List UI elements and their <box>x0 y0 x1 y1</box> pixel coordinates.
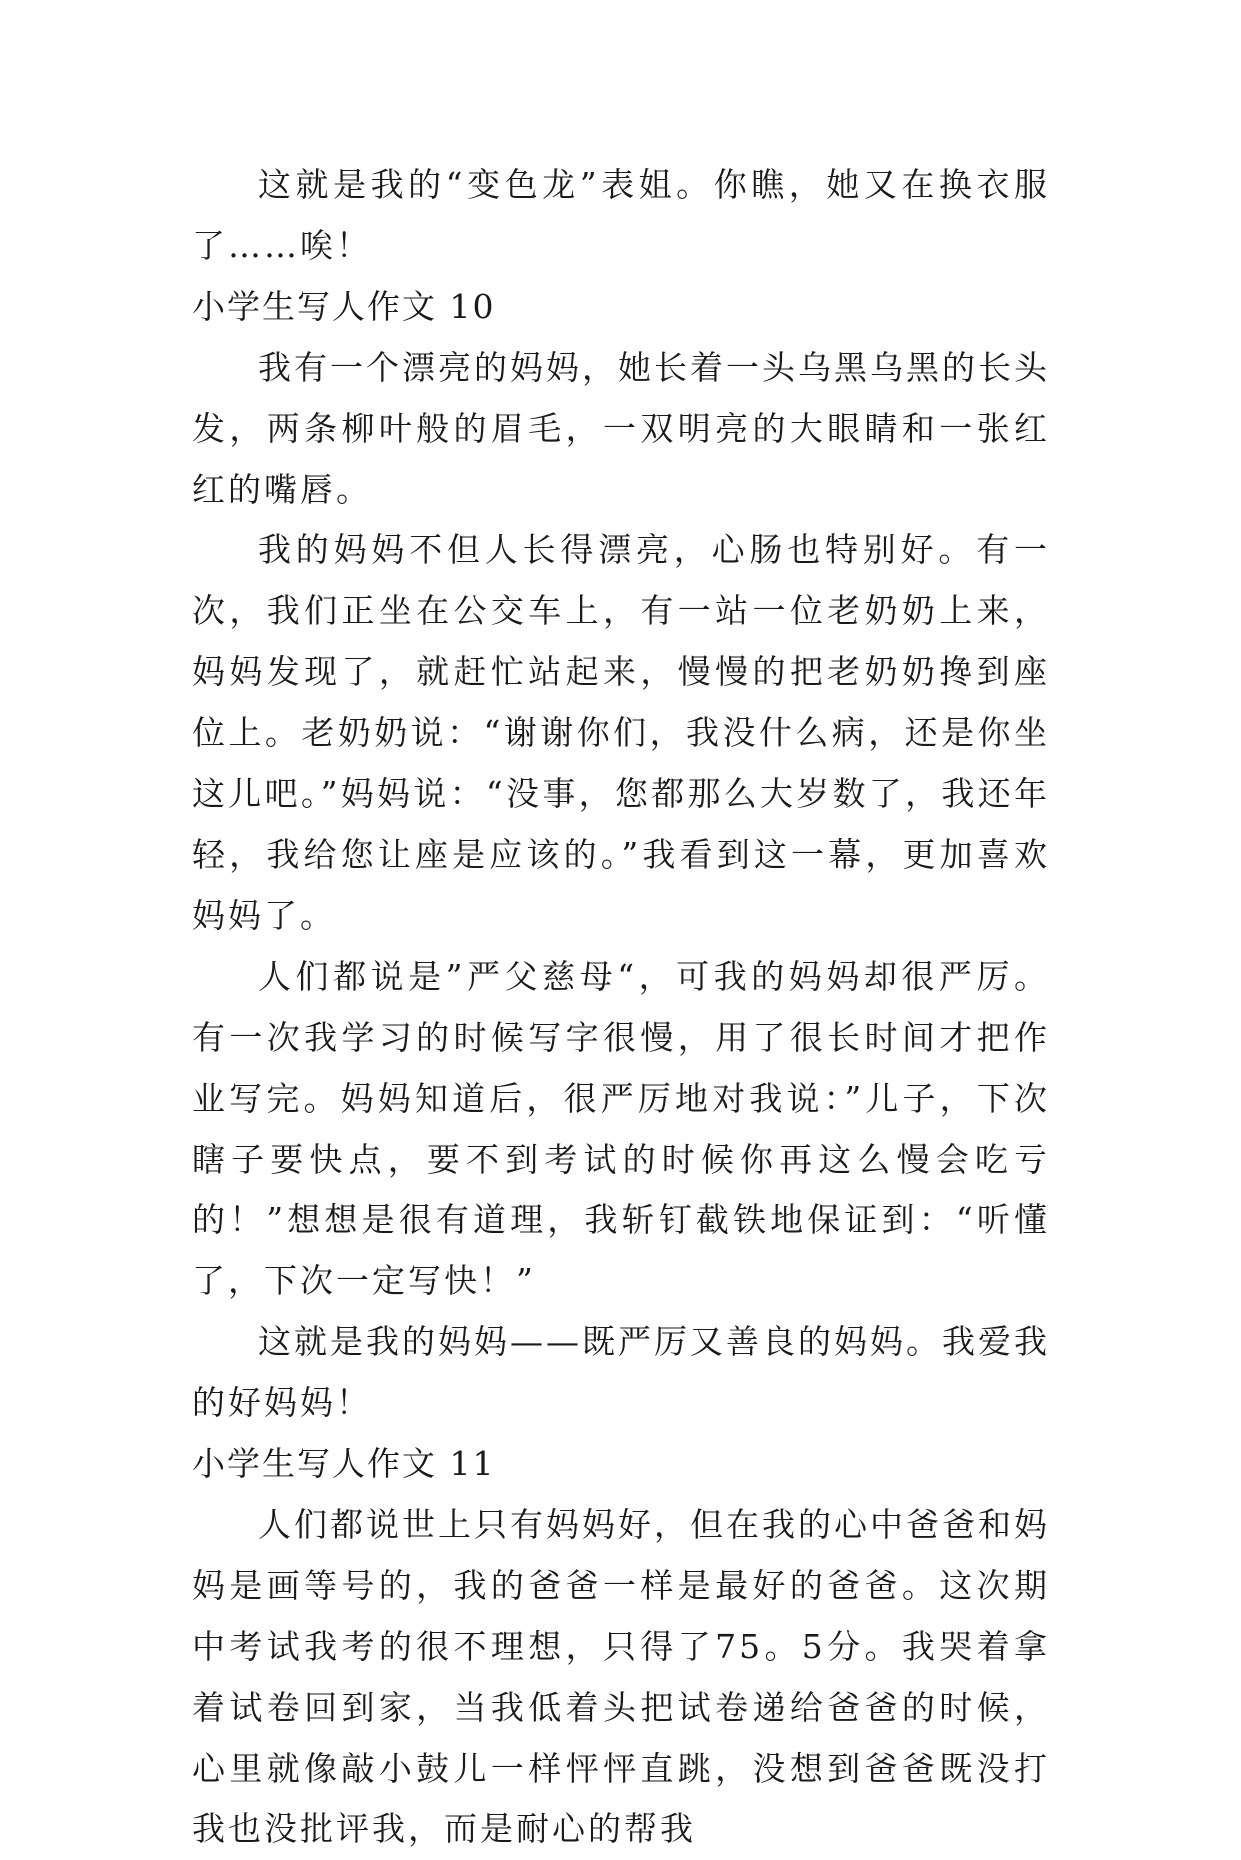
paragraph-kind-mother-bus: 我的妈妈不但人长得漂亮，心肠也特别好。有一次，我们正坐在公交车上，有一站一位老奶奶上来，妈妈发现了，就赶忙站起来，慢慢的把老奶奶搀到座位上。老奶奶说：“谢谢你们，我没什么病，还是你坐这儿吧。”妈妈说：“没事，您都那么大岁数了，我还年轻，我给您让座是应该的。”我看到这一幕，更加喜欢妈妈了。 <box>192 530 1050 935</box>
document-body <box>192 155 1050 1860</box>
paragraph-love-mother: 这就是我的妈妈——既严厉又善良的妈妈。我爱我的好妈妈！ <box>192 1322 1050 1423</box>
paragraph-strict-mother: 人们都说是”严父慈母“，可我的妈妈却很严厉。有一次我学习的时候写字很慢，用了很长时间才把作业写完。妈妈知道后，很严厉地对我说：”儿子，下次瞎子要快点，要不到考试的时候你再这么慢会吃亏的！”想想是很有道理，我斩钉截铁地保证到：“听懂了，下次一定写快！” <box>192 956 1050 1301</box>
essay-title-11: 小学生写人作文 11 <box>192 1444 496 1484</box>
paragraph-beautiful-mother: 我有一个漂亮的妈妈，她长着一头乌黑乌黑的长头发，两条柳叶般的眉毛，一双明亮的大眼睛和一张红红的嘴唇。 <box>192 347 1050 509</box>
paragraph-father-exam: 人们都说世上只有妈妈好，但在我的心中爸爸和妈妈是画等号的，我的爸爸一样是最好的爸爸。这次期中考试我考的很不理想，只得了75。5分。我哭着拿着试卷回到家，当我低着头把试卷递给爸爸的时候，心里就像敲小鼓儿一样怦怦直跳，没想到爸爸既没打我也没批评我，而是耐心的帮我 <box>192 1504 1050 1849</box>
paragraph-chameleon-cousin-ending: 这就是我的“变色龙”表姐。你瞧，她又在换衣服了……唉！ <box>192 165 1050 265</box>
essay-title-10: 小学生写人作文 10 <box>192 286 496 326</box>
